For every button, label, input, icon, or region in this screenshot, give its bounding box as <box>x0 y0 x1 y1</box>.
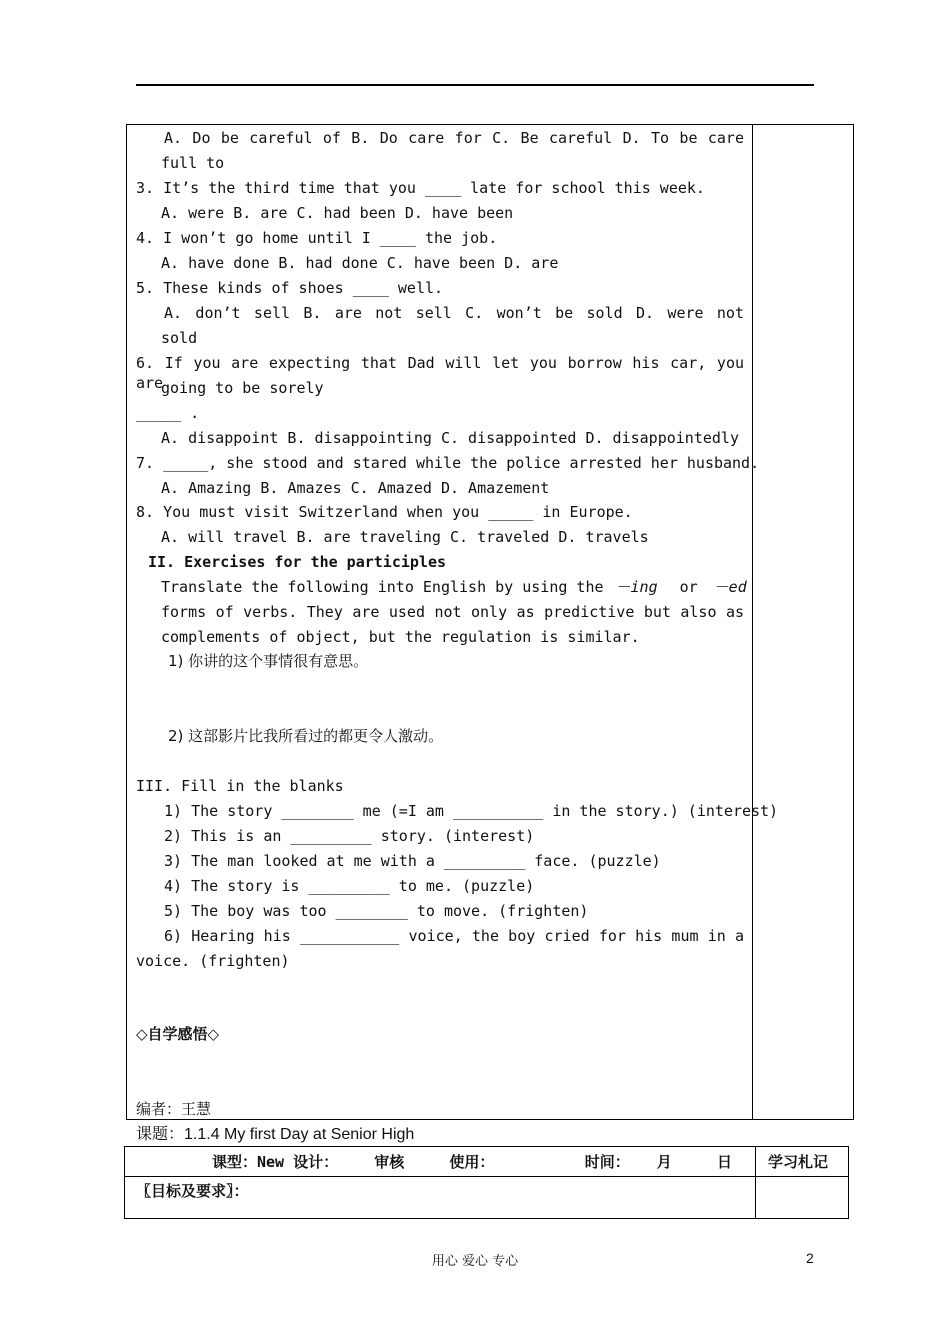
ing-suffix: －ing <box>615 578 658 596</box>
fill-item-2: 2) This is an _________ story. (interest) <box>164 827 535 845</box>
question-3-options: A. were B. are C. had been D. have been <box>161 204 514 222</box>
study-notes-header: 学习札记 <box>768 1153 829 1171</box>
fill-item-6-cont: voice. (frighten) <box>136 952 290 970</box>
table-col-divider <box>755 1147 756 1218</box>
fill-item-5: 5) The boy was too ________ to move. (frighten) <box>164 902 589 920</box>
question-2-options-cont: full to <box>161 154 225 172</box>
question-7: 7. _____, she stood and stared while the police arrested her husband. <box>136 454 760 472</box>
fill-item-3: 3) The man looked at me with a _________ face. (puzzle) <box>164 852 661 870</box>
question-6-options: A. disappoint B. disappointing C. disappointed D. disappointedly <box>161 429 739 447</box>
question-8-options: A. will travel B. are traveling C. traveled D. travels <box>161 528 649 546</box>
table-row-divider <box>125 1176 848 1177</box>
translation-item-1: 1) 你讲的这个事情很有意思。 <box>168 652 369 670</box>
translation-item-2: 2) 这部影片比我所看过的都更令人激动。 <box>168 727 444 745</box>
question-6-blank: _____ . <box>136 404 200 422</box>
participles-instruction-cont: forms of verbs. They are used not only as predictive but also as <box>161 603 744 621</box>
or-word: or <box>679 578 698 596</box>
lesson-title: 课题：1.1.4 My first Day at Senior High <box>136 1126 415 1143</box>
participles-heading: II. Exercises for the participles <box>148 553 447 571</box>
goals-label: 〖目标及要求〗： <box>136 1182 249 1200</box>
fill-item-4: 4) The story is _________ to me. (puzzle) <box>164 877 535 895</box>
editor-credit: 编者：王慧 <box>136 1100 212 1118</box>
header-rule <box>136 84 814 86</box>
question-8: 8. You must visit Switzerland when you _____ in Europe. <box>136 503 633 521</box>
notes-column-divider <box>752 124 753 1120</box>
reflection-heading: ◇自学感悟◇ <box>136 1025 220 1043</box>
question-6: 6. If you are expecting that Dad will let you borrow his car, you are <box>136 354 744 392</box>
question-3: 3. It’s the third time that you ____ late for school this week. <box>136 179 705 197</box>
lesson-type-row: 课型：New 设计： 审核 使用： 时间： 月 日 <box>212 1153 732 1171</box>
question-4-options: A. have done B. had done C. have been D. are <box>161 254 559 272</box>
fill-heading: III. Fill in the blanks <box>136 777 344 795</box>
question-2-options: A. Do be careful of B. Do care for C. Be careful D. To be care <box>164 129 744 147</box>
participles-instruction-end: complements of object, but the regulation is similar. <box>161 628 640 646</box>
question-7-options: A. Amazing B. Amazes C. Amazed D. Amazement <box>161 479 550 497</box>
fill-item-6: 6) Hearing his ___________ voice, the boy cried for his mum in a <box>164 927 744 945</box>
fill-item-1: 1) The story ________ me (=I am __________ in the story.) (interest) <box>164 802 779 820</box>
participles-instruction <box>161 577 747 597</box>
question-5: 5. These kinds of shoes ____ well. <box>136 279 444 297</box>
ed-suffix: －ed <box>713 578 747 596</box>
question-5-options-cont: sold <box>161 329 198 347</box>
footer-motto: 用心 爱心 专心 <box>431 1254 519 1269</box>
question-5-options: A. don’t sell B. are not sell C. won’t be sold D. were not <box>164 304 744 322</box>
instruction-text: Translate the following into English by using the <box>161 578 604 596</box>
question-4: 4. I won’t go home until I ____ the job. <box>136 229 498 247</box>
question-6-cont: going to be sorely <box>161 379 324 397</box>
page-number: 2 <box>806 1250 814 1266</box>
